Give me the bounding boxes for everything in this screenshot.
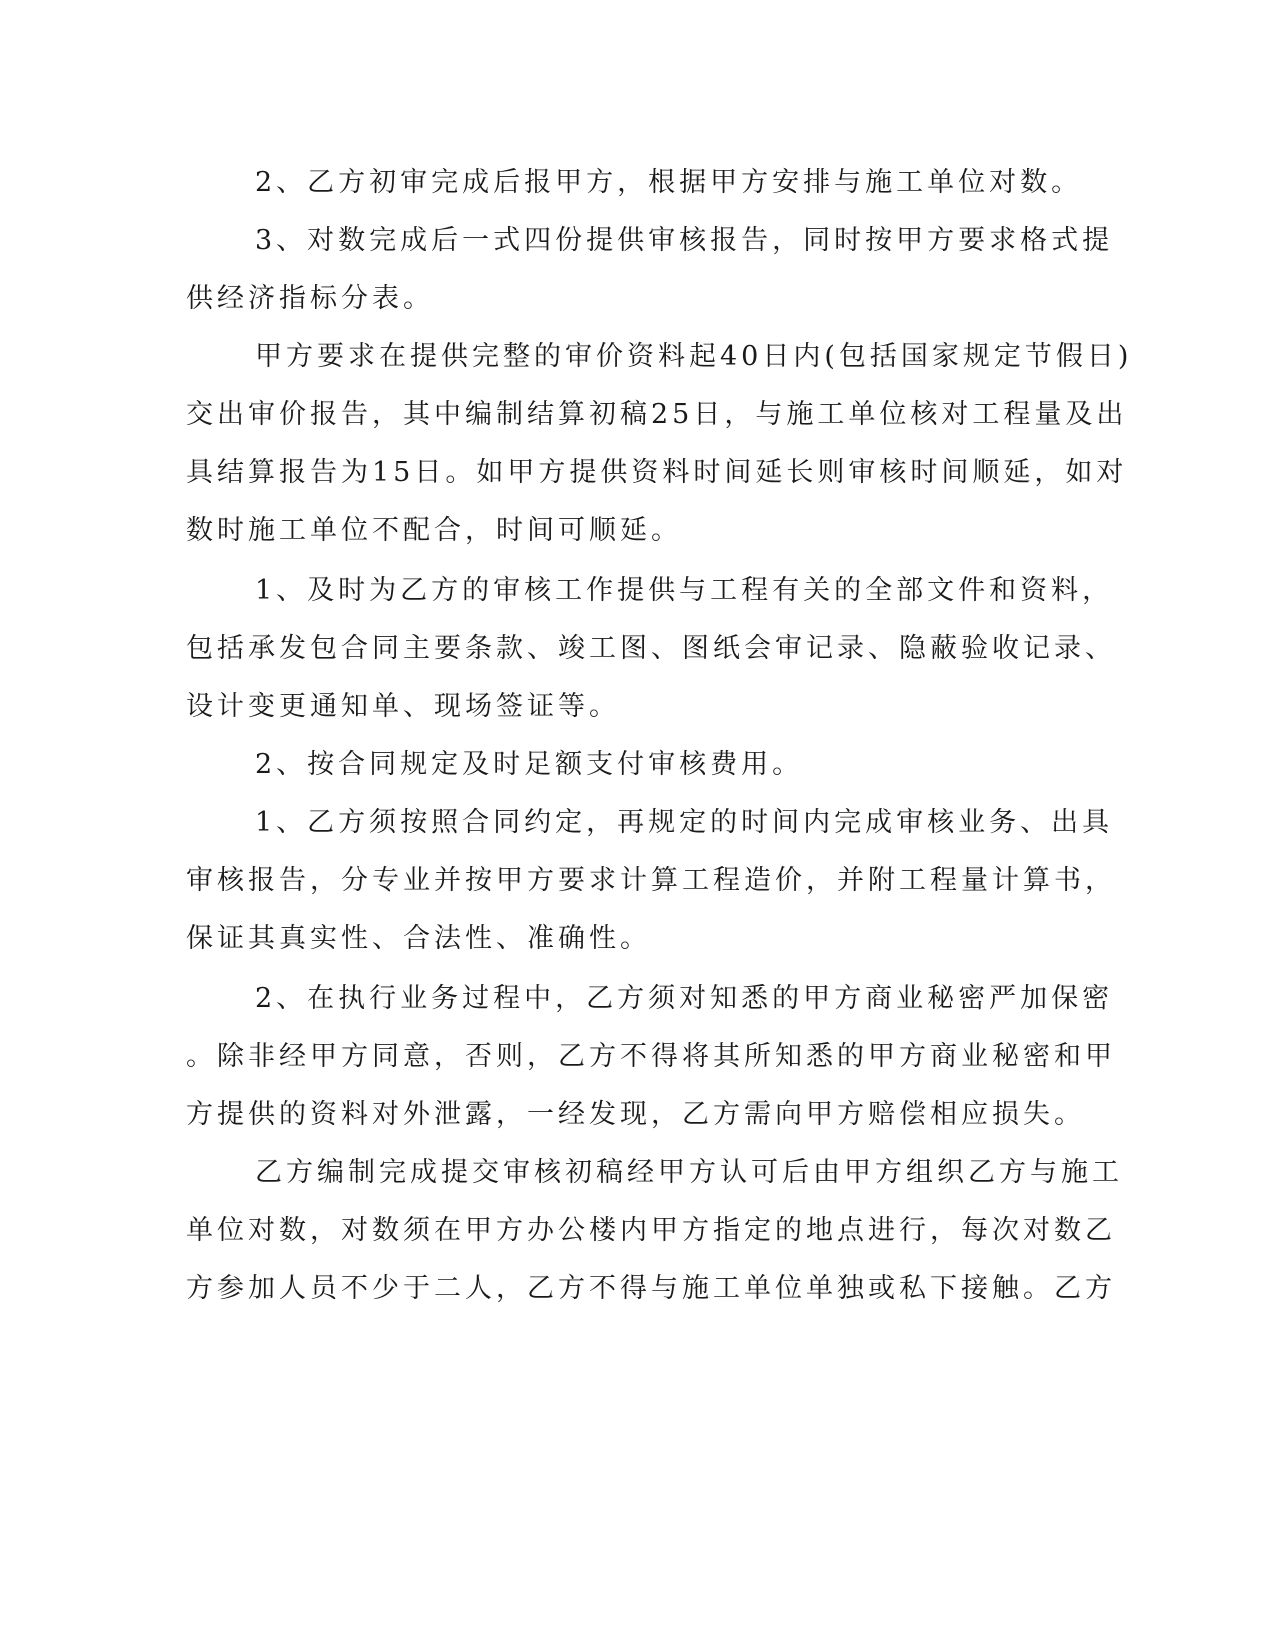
- paragraph-line: 方提供的资料对外泄露，一经发现，乙方需向甲方赔偿相应损失。: [186, 1099, 1085, 1130]
- paragraph-line: 设计变更通知单、现场签证等。: [186, 691, 620, 722]
- paragraph-line: 乙方编制完成提交审核初稿经甲方认可后由甲方组织乙方与施工: [255, 1157, 1123, 1188]
- paragraph-line: 保证其真实性、合法性、准确性。: [186, 923, 651, 954]
- paragraph-line: 包括承发包合同主要条款、竣工图、图纸会审记录、隐蔽验收记录、: [186, 633, 1116, 664]
- paragraph-line: 审核报告，分专业并按甲方要求计算工程造价，并附工程量计算书，: [186, 865, 1116, 896]
- paragraph-line: 供经济指标分表。: [186, 283, 434, 314]
- paragraph-line: 具结算报告为15日。如甲方提供资料时间延长则审核时间顺延，如对: [186, 457, 1128, 488]
- paragraph-line: 3、对数完成后一式四份提供审核报告，同时按甲方要求格式提: [255, 225, 1114, 256]
- paragraph-line: 2、按合同规定及时足额支付审核费用。: [255, 749, 804, 780]
- paragraph-line: 方参加人员不少于二人，乙方不得与施工单位单独或私下接触。乙方: [186, 1273, 1116, 1304]
- paragraph-line: 2、乙方初审完成后报甲方，根据甲方安排与施工单位对数。: [255, 167, 1083, 198]
- paragraph-line: 1、及时为乙方的审核工作提供与工程有关的全部文件和资料，: [255, 575, 1114, 606]
- paragraph-line: 单位对数，对数须在甲方办公楼内甲方指定的地点进行，每次对数乙: [186, 1215, 1116, 1246]
- paragraph-line: 数时施工单位不配合，时间可顺延。: [186, 515, 682, 546]
- paragraph-line: 。除非经甲方同意，否则，乙方不得将其所知悉的甲方商业秘密和甲: [186, 1041, 1116, 1072]
- paragraph-line: 1、乙方须按照合同约定，再规定的时间内完成审核业务、出具: [255, 807, 1114, 838]
- paragraph-line: 交出审价报告，其中编制结算初稿25日，与施工单位核对工程量及出: [186, 399, 1128, 430]
- paragraph-line: 甲方要求在提供完整的审价资料起40日内(包括国家规定节假日): [255, 341, 1133, 372]
- paragraph-line: 2、在执行业务过程中，乙方须对知悉的甲方商业秘密严加保密: [255, 983, 1114, 1014]
